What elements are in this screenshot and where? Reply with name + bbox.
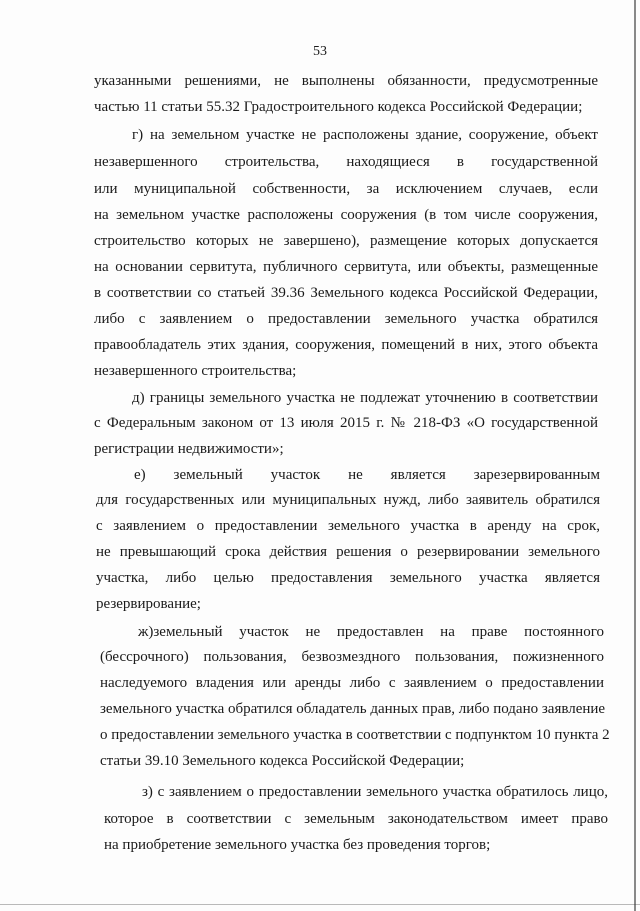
text-line: строительство которых не завершено), размещение которых допускается [94,233,598,249]
text-line: которое в соответствии с земельным законодательством имеет право [104,811,608,827]
text-line: с заявлением о предоставлении земельного участка в аренду на срок, [96,518,600,534]
text-line: незавершенного строительства; [94,363,297,379]
text-line: в соответствии со статьей 39.36 Земельного кодекса Российской Федерации, [94,285,598,301]
scan-edge-bottom [0,904,640,905]
text-line: для государственных или муниципальных нужд, либо заявитель обратился [96,492,600,508]
text-line: не превышающий срока действия решения о резервировании земельного [96,544,600,560]
text-line: на земельном участке расположены сооружения (в том числе сооружения, [94,207,598,223]
text-line: о предоставлении земельного участка в соответствии с подпунктом 10 пункта 2 [100,727,610,743]
text-line: с Федеральным законом от 13 июля 2015 г. № 218-ФЗ «О государственной [94,415,598,431]
text-line: указанными решениями, не выполнены обязанности, предусмотренные [94,73,598,89]
text-line: з) с заявлением о предоставлении земельного участка обратилось лицо, [142,784,608,800]
text-line: статьи 39.10 Земельного кодекса Российской Федерации; [100,753,465,769]
text-line: правообладатель этих здания, сооружения, помещений в них, этого объекта [94,337,598,353]
text-line: резервирование; [96,596,201,612]
text-line: е) земельный участок не является зарезервированным [134,467,600,483]
scan-edge-right [634,0,636,911]
text-line: частью 11 статьи 55.32 Градостроительного кодекса Российской Федерации; [94,99,583,115]
text-line: на основании сервитута, публичного сервитута, или объекты, размещенные [94,259,598,275]
page-number: 53 [313,44,327,59]
text-line: участка, либо целью предоставления земельного участка является [96,570,600,586]
text-line: незавершенного строительства, находящиеся в государственной [94,154,598,170]
text-line: или муниципальной собственности, за исключением случаев, если [94,181,598,197]
text-line: ж)земельный участок не предоставлен на праве постоянного [138,624,604,640]
text-line: земельного участка обратился обладатель данных прав, либо подано заявление [100,701,606,717]
text-line: регистрации недвижимости»; [94,441,284,457]
text-line: (бессрочного) пользования, безвозмездного пользования, пожизненного [100,649,604,665]
text-line: г) на земельном участке не расположены здание, сооружение, объект [132,127,598,143]
text-line: д) границы земельного участка не подлежат уточнению в соответствии [132,390,598,406]
text-line: на приобретение земельного участка без проведения торгов; [104,837,491,853]
text-line: наследуемого владения или аренды либо с заявлением о предоставлении [100,675,604,691]
text-line: либо с заявлением о предоставлении земельного участка обратился [94,311,598,327]
